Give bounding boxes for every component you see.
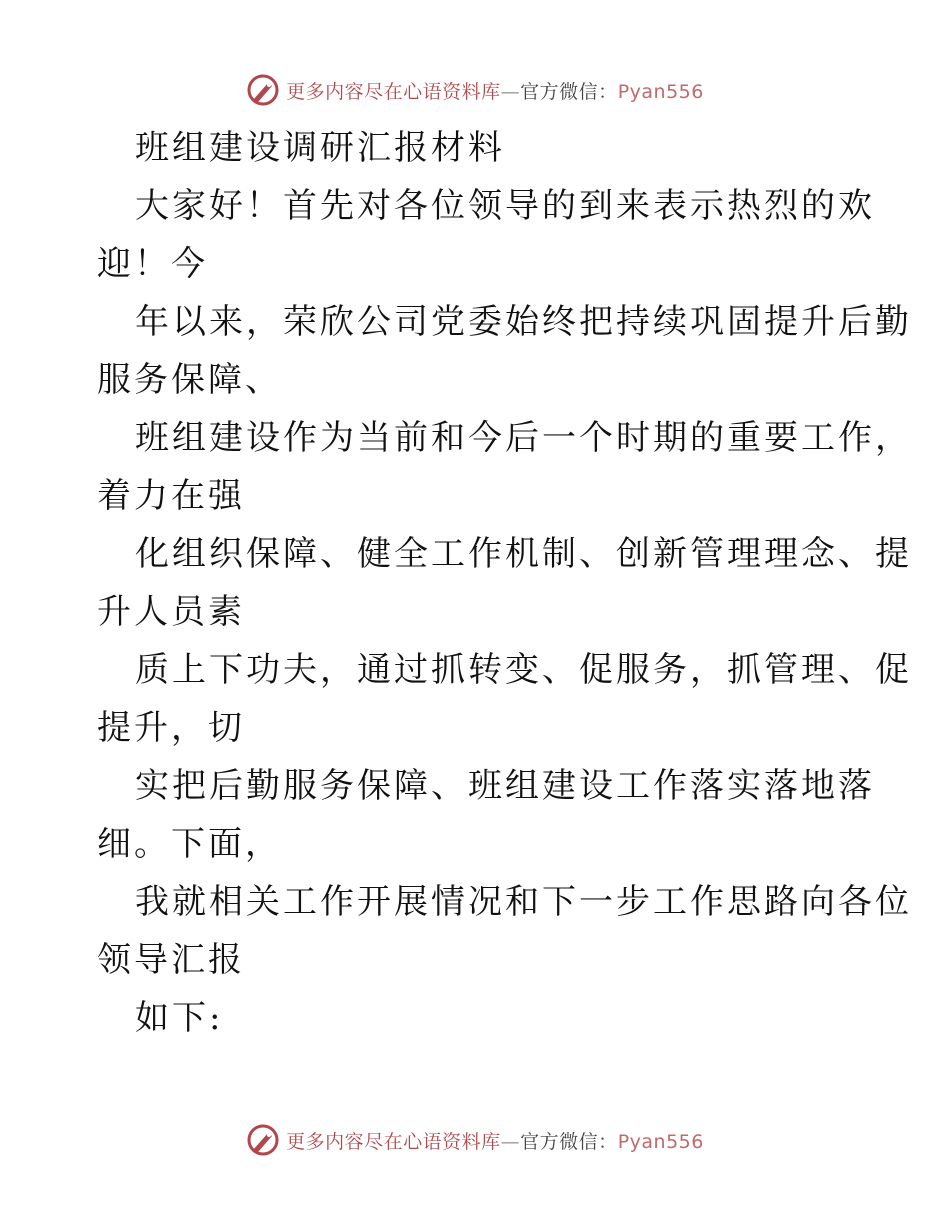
paragraph-line: 迎！今 bbox=[97, 244, 208, 284]
document-body bbox=[97, 119, 912, 1047]
paragraph-line: 如下: bbox=[135, 998, 224, 1038]
banner-main-text: 更多内容尽在心语资料库 bbox=[286, 80, 501, 103]
paragraph-line: 年以来，荣欣公司党委始终把持续巩固提升后勤 bbox=[135, 302, 912, 342]
paragraph-line: 提升，切 bbox=[97, 708, 245, 748]
paragraph-line: 细。下面， bbox=[97, 824, 282, 864]
paragraph-line: 我就相关工作开展情况和下一步工作思路向各位 bbox=[135, 882, 912, 922]
banner-label: 官方微信： bbox=[520, 80, 618, 103]
paragraph-line: 着力在强 bbox=[97, 476, 245, 516]
paragraph-line: 化组织保障、健全工作机制、创新管理理念、提 bbox=[135, 534, 912, 574]
paragraph-line: 大家好！首先对各位领导的到来表示热烈的欢 bbox=[135, 186, 875, 226]
pen-nib-logo-icon bbox=[246, 73, 280, 107]
banner-text bbox=[286, 77, 704, 104]
header-banner bbox=[0, 70, 950, 110]
banner-label: 官方微信： bbox=[520, 1130, 618, 1153]
paragraph-line: 升人员素 bbox=[97, 592, 245, 632]
banner-separator: — bbox=[500, 80, 521, 103]
pen-nib-logo-icon bbox=[246, 1123, 280, 1157]
banner-wechat-id: Pyan556 bbox=[617, 80, 704, 103]
document-title: 班组建设调研汇报材料 bbox=[135, 128, 505, 168]
paragraph-line: 服务保障、 bbox=[97, 360, 282, 400]
banner-main-text: 更多内容尽在心语资料库 bbox=[286, 1130, 501, 1153]
paragraph-line: 领导汇报 bbox=[97, 940, 245, 980]
banner-wechat-id: Pyan556 bbox=[617, 1130, 704, 1153]
banner-text bbox=[286, 1127, 704, 1154]
banner-separator: — bbox=[500, 1130, 521, 1153]
footer-banner bbox=[0, 1120, 950, 1160]
paragraph-line: 实把后勤服务保障、班组建设工作落实落地落 bbox=[135, 766, 875, 806]
paragraph-line: 班组建设作为当前和今后一个时期的重要工作， bbox=[135, 418, 912, 458]
paragraph-line: 质上下功夫，通过抓转变、促服务，抓管理、促 bbox=[135, 650, 912, 690]
